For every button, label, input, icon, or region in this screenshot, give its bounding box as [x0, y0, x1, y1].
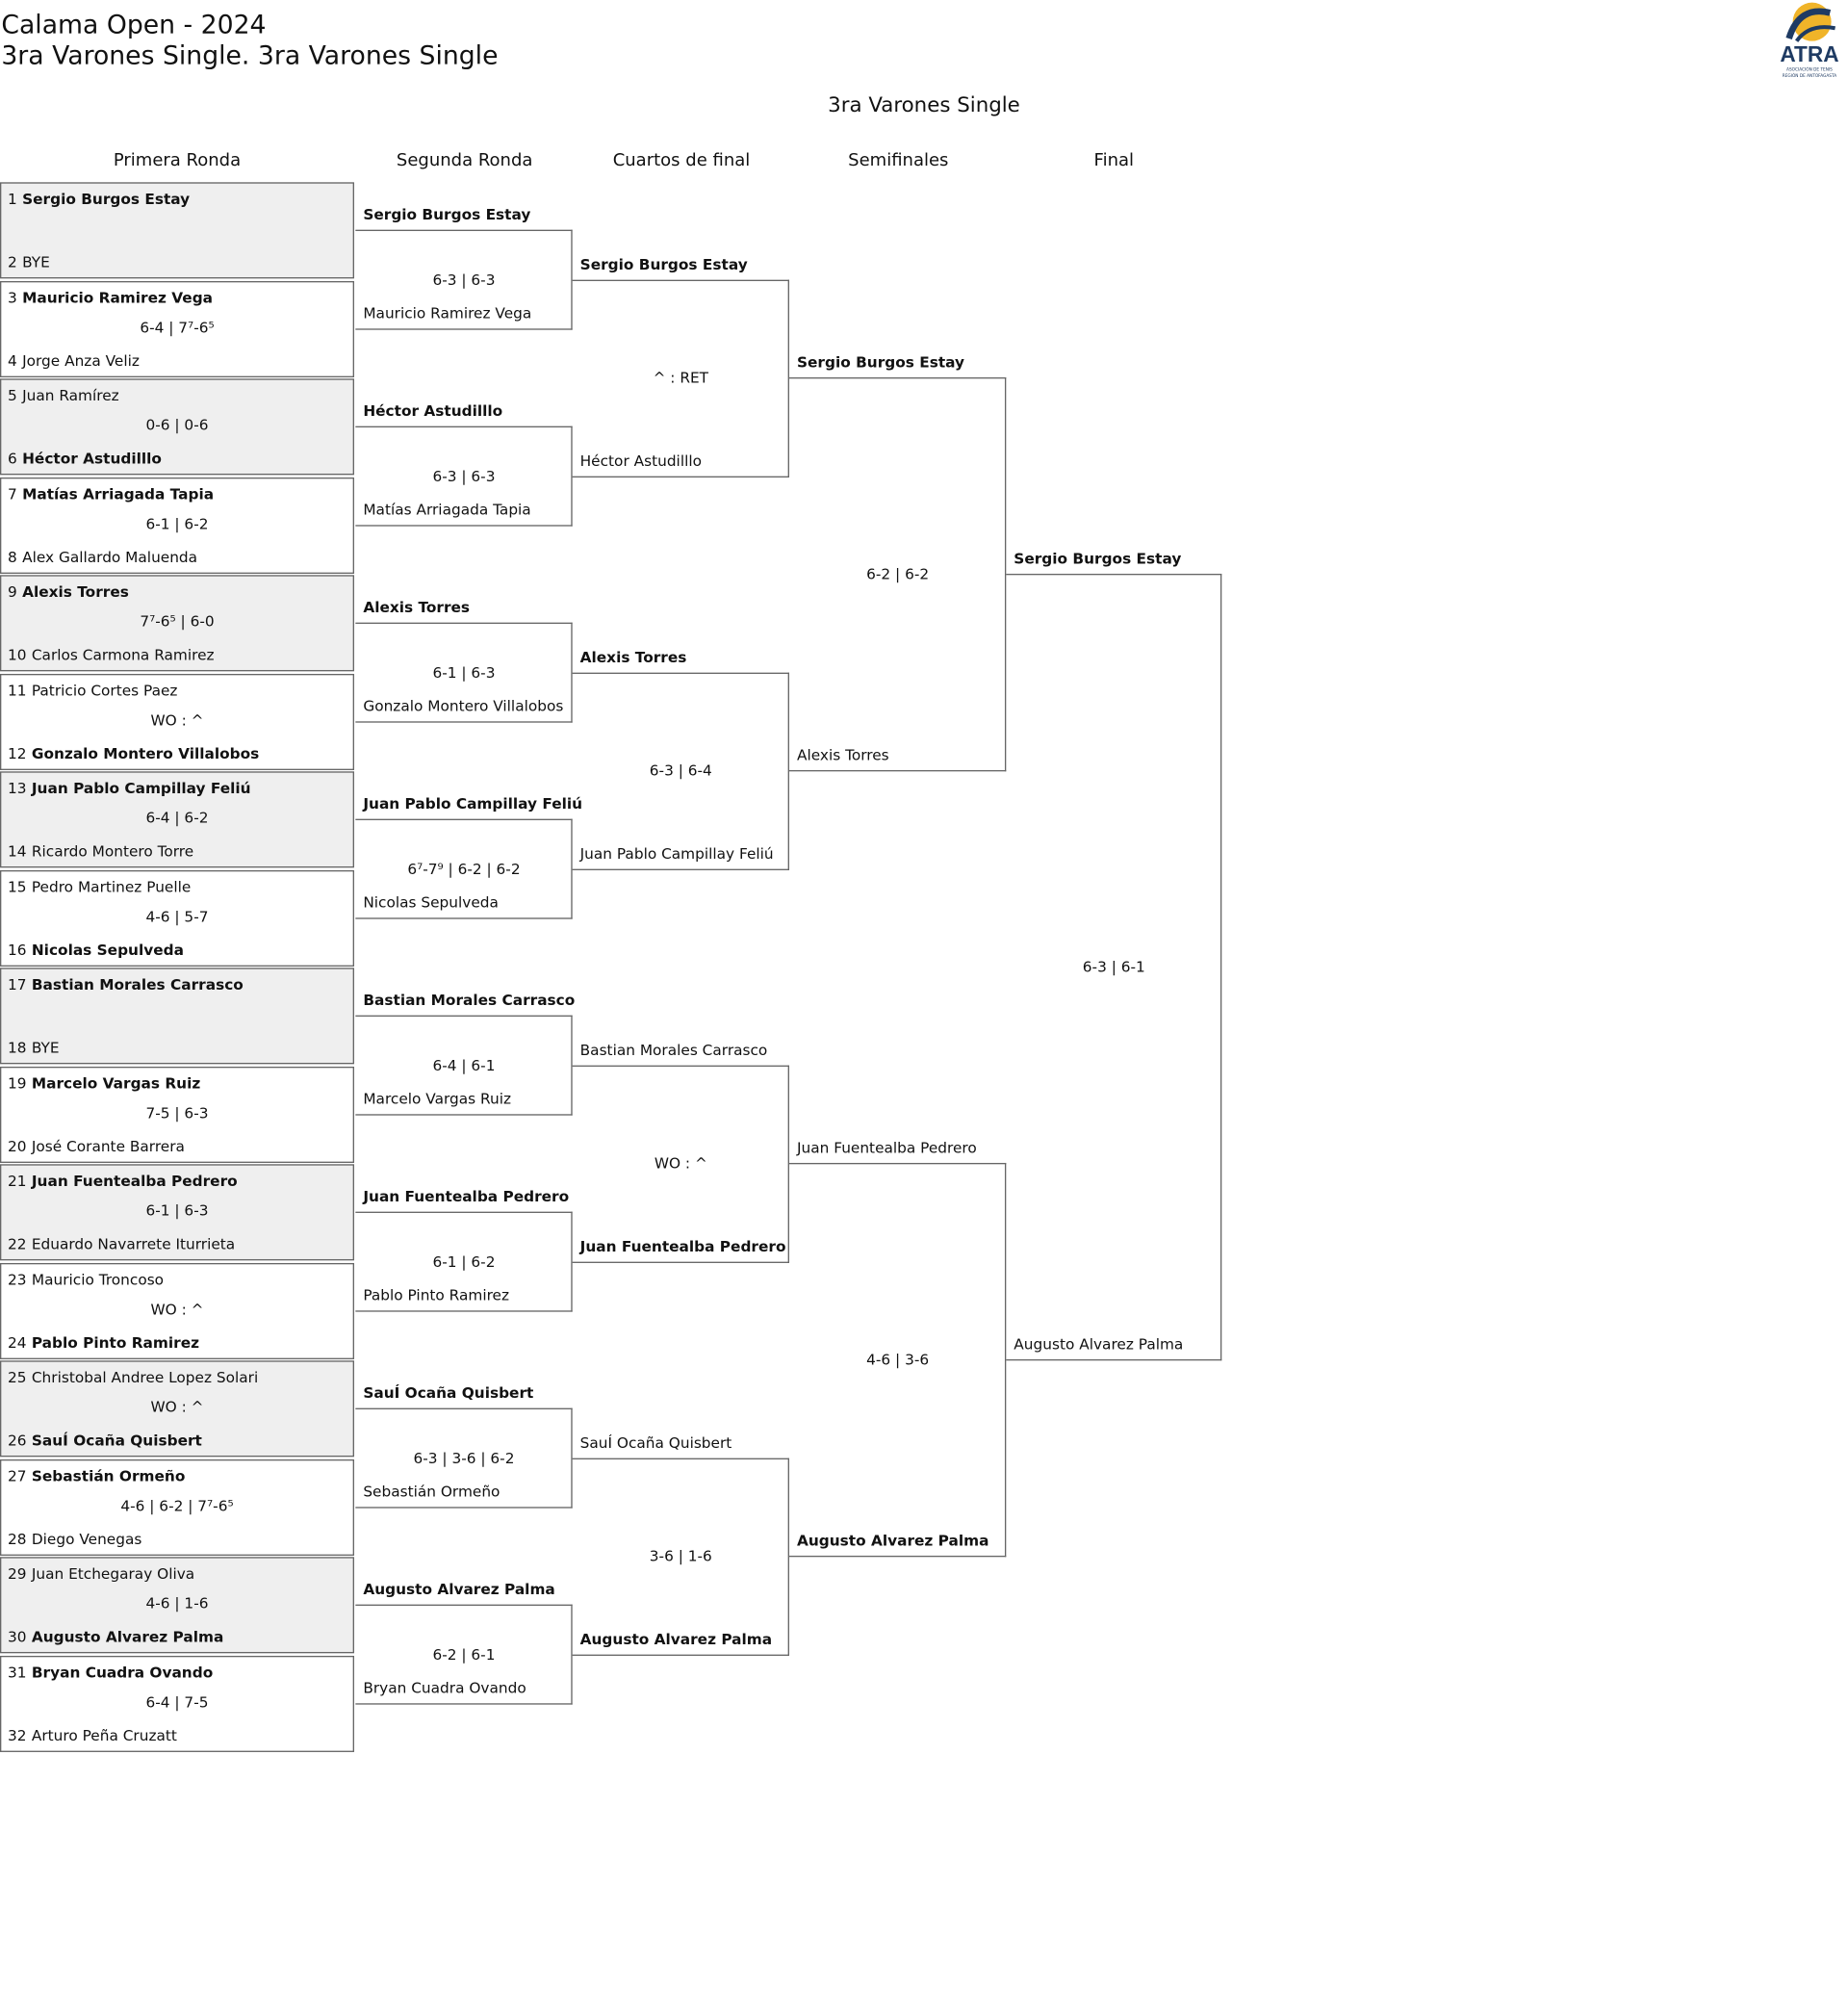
seed-number: 22 — [7, 1234, 27, 1253]
player-name[interactable]: Augusto Alvarez Palma — [579, 1629, 773, 1648]
match-score: WO : ^ — [150, 1299, 204, 1318]
player-slot[interactable] — [8, 779, 251, 797]
seed-number: 13 — [7, 779, 27, 797]
match-score: 6-4 | 7-5 — [145, 1691, 209, 1711]
seed-number: 19 — [7, 1073, 27, 1092]
player-name[interactable]: Gonzalo Montero Villalobos — [363, 696, 564, 715]
player-name[interactable]: Sergio Burgos Estay — [1014, 549, 1182, 568]
match-score: 6-4 | 6-2 — [145, 808, 209, 827]
player-name[interactable]: Sergio Burgos Estay — [579, 254, 748, 273]
player-name[interactable]: Carlos Carmona Ramirez — [31, 645, 215, 664]
seed-number: 4 — [7, 350, 17, 370]
match-score: 4-6 | 3-6 — [866, 1350, 930, 1369]
player-name[interactable]: BYE — [22, 252, 50, 271]
player-name[interactable]: SauÍ Ocaña Quisbert — [31, 1431, 202, 1450]
svg-text:ASOCIACIÓN DE TENIS: ASOCIACIÓN DE TENIS — [1786, 67, 1833, 73]
player-name[interactable]: Mauricio Ramirez Vega — [363, 303, 532, 323]
player-name[interactable]: SauÍ Ocaña Quisbert — [363, 1383, 534, 1403]
match-box — [0, 1164, 354, 1260]
player-name[interactable]: Juan Fuentealba Pedrero — [796, 1138, 977, 1157]
player-slot[interactable] — [8, 941, 184, 959]
player-name[interactable]: Pablo Pinto Ramirez — [31, 1332, 200, 1352]
match-score: 6⁷-7⁹ | 6-2 | 6-2 — [407, 859, 521, 878]
player-slot[interactable] — [8, 190, 190, 208]
player-name[interactable]: Juan Fuentealba Pedrero — [579, 1236, 786, 1255]
player-name[interactable]: Sebastián Ormeño — [363, 1482, 500, 1501]
seed-number: 31 — [7, 1663, 27, 1681]
seed-number: 28 — [7, 1529, 27, 1548]
player-slot[interactable] — [8, 386, 119, 404]
player-slot[interactable] — [8, 450, 162, 468]
seed-number: 5 — [7, 386, 17, 404]
seed-number: 11 — [7, 681, 27, 699]
player-slot[interactable] — [8, 1172, 238, 1190]
player-slot[interactable] — [8, 1073, 200, 1092]
player-slot[interactable] — [8, 877, 191, 895]
player-name[interactable]: Juan Pablo Campillay Feliú — [31, 779, 251, 797]
match-box — [0, 477, 354, 573]
match-box — [0, 1458, 354, 1555]
category-title: 3ra Varones Single. 3ra Varones Single — [1, 39, 499, 71]
player-name[interactable]: Juan Pablo Campillay Feliú — [579, 843, 774, 863]
player-name[interactable]: BYE — [31, 1038, 60, 1057]
seed-number: 17 — [7, 975, 27, 994]
player-name[interactable]: Marcelo Vargas Ruiz — [31, 1073, 201, 1092]
player-slot[interactable] — [8, 1137, 185, 1155]
player-name[interactable]: Mauricio Troncoso — [31, 1270, 165, 1288]
seed-number: 21 — [7, 1172, 27, 1190]
player-name[interactable]: Sebastián Ormeño — [31, 1466, 186, 1484]
player-slot[interactable] — [8, 288, 213, 306]
match-score: 6-3 | 3-6 | 6-2 — [413, 1448, 515, 1467]
player-name[interactable]: Bastian Morales Carrasco — [31, 975, 244, 994]
seed-number: 1 — [7, 190, 17, 208]
player-name[interactable]: Héctor Astudilllo — [579, 451, 702, 470]
player-name[interactable]: Gonzalo Montero Villalobos — [31, 743, 260, 762]
match-box — [0, 1262, 354, 1358]
player-slot[interactable] — [8, 646, 215, 664]
svg-text:ATRA: ATRA — [1780, 40, 1839, 66]
seed-number: 30 — [7, 1627, 27, 1646]
player-slot[interactable] — [8, 1663, 213, 1681]
player-name[interactable]: Juan Pablo Campillay Feliú — [363, 794, 583, 813]
player-name[interactable]: Mauricio Ramirez Vega — [22, 288, 214, 306]
player-name[interactable]: Pablo Pinto Ramirez — [363, 1285, 510, 1304]
match-box — [0, 575, 354, 671]
match-score: 7⁷-6⁵ | 6-0 — [140, 611, 215, 631]
player-name[interactable]: Juan Etchegaray Oliva — [31, 1564, 195, 1583]
player-slot[interactable] — [8, 1333, 199, 1352]
seed-number: 14 — [7, 841, 27, 861]
player-slot[interactable] — [8, 253, 50, 271]
player-slot[interactable] — [8, 1466, 185, 1484]
match-score: 4-6 | 1-6 — [145, 1593, 209, 1613]
seed-number: 29 — [7, 1564, 27, 1583]
match-box — [0, 280, 354, 376]
player-name[interactable]: Christobal Andree Lopez Solari — [31, 1368, 259, 1386]
player-slot[interactable] — [8, 548, 197, 566]
player-name[interactable]: Patricio Cortes Paez — [31, 681, 178, 699]
match-box — [0, 378, 354, 475]
player-name[interactable]: Juan Fuentealba Pedrero — [31, 1172, 238, 1190]
player-name[interactable]: Augusto Alvarez Palma — [31, 1627, 224, 1646]
match-score: 6-1 | 6-2 — [145, 513, 209, 532]
player-name[interactable]: Sergio Burgos Estay — [363, 205, 531, 224]
player-name[interactable]: Bastian Morales Carrasco — [579, 1040, 768, 1059]
match-score: 0-6 | 0-6 — [145, 415, 209, 434]
player-name[interactable]: Pedro Martinez Puelle — [31, 877, 192, 895]
player-slot[interactable] — [8, 1628, 223, 1646]
match-box — [0, 968, 354, 1064]
match-score: 3-6 | 1-6 — [649, 1546, 712, 1565]
match-box — [0, 182, 354, 278]
player-name[interactable]: Augusto Alvarez Palma — [1014, 1334, 1184, 1354]
player-name[interactable]: Héctor Astudilllo — [22, 449, 162, 468]
player-name[interactable]: Ricardo Montero Torre — [31, 841, 194, 861]
player-slot[interactable] — [8, 975, 244, 994]
match-score: WO : ^ — [150, 710, 204, 729]
seed-number: 15 — [7, 877, 27, 895]
match-box — [0, 869, 354, 966]
match-score: 6-3 | 6-3 — [432, 466, 496, 485]
bracket-title: 3ra Varones Single — [828, 91, 1020, 117]
player-slot[interactable] — [8, 484, 214, 503]
player-name[interactable]: Matías Arriagada Tapia — [363, 500, 531, 519]
player-name[interactable]: Nicolas Sepulveda — [363, 892, 499, 912]
match-score: 6-1 | 6-3 — [432, 662, 496, 682]
seed-number: 2 — [7, 252, 17, 271]
seed-number: 12 — [7, 743, 27, 762]
atra-logo-icon — [1771, 0, 1848, 82]
player-name[interactable]: Nicolas Sepulveda — [31, 940, 184, 959]
player-slot[interactable] — [8, 1235, 235, 1253]
player-slot[interactable] — [8, 1530, 141, 1548]
player-slot[interactable] — [8, 351, 140, 370]
player-slot[interactable] — [8, 681, 177, 699]
match-score: 7-5 | 6-3 — [145, 1102, 209, 1122]
player-name[interactable]: Sergio Burgos Estay — [796, 352, 965, 372]
seed-number: 16 — [7, 940, 27, 959]
seed-number: 6 — [7, 449, 17, 468]
seed-number: 3 — [7, 288, 17, 306]
round-header: Semifinales — [848, 149, 949, 171]
player-slot[interactable] — [8, 1726, 177, 1744]
seed-number: 25 — [7, 1368, 27, 1386]
match-box — [0, 771, 354, 867]
player-name[interactable]: Arturo Peña Cruzatt — [31, 1725, 177, 1744]
player-name[interactable]: Juan Fuentealba Pedrero — [363, 1187, 570, 1206]
match-score: 6-4 | 6-1 — [432, 1055, 496, 1074]
player-name[interactable]: SauÍ Ocaña Quisbert — [579, 1432, 732, 1452]
player-name[interactable]: Alexis Torres — [796, 745, 889, 764]
match-score: 6-1 | 6-2 — [432, 1252, 496, 1271]
player-name[interactable]: Augusto Alvarez Palma — [796, 1531, 989, 1550]
match-score: 6-2 | 6-1 — [432, 1644, 496, 1664]
match-score: 6-3 | 6-3 — [432, 270, 496, 289]
match-score: 6-4 | 7⁷-6⁵ — [140, 317, 215, 336]
seed-number: 10 — [7, 645, 27, 664]
player-slot[interactable] — [8, 1564, 194, 1583]
player-name[interactable]: Alexis Torres — [22, 582, 129, 601]
seed-number: 9 — [7, 582, 17, 601]
match-score: 6-3 | 6-4 — [649, 761, 712, 780]
seed-number: 23 — [7, 1270, 27, 1288]
match-score: 6-1 | 6-3 — [145, 1200, 209, 1220]
player-name[interactable]: Bastian Morales Carrasco — [363, 991, 576, 1010]
player-name[interactable]: Marcelo Vargas Ruiz — [363, 1089, 512, 1108]
player-name[interactable]: Jorge Anza Veliz — [22, 350, 140, 370]
player-name[interactable]: Alexis Torres — [363, 598, 471, 617]
player-name[interactable]: Héctor Astudilllo — [363, 401, 503, 421]
player-name[interactable]: Bryan Cuadra Ovando — [363, 1678, 526, 1697]
match-box — [0, 1655, 354, 1751]
round-header: Primera Ronda — [113, 149, 242, 171]
match-score: WO : ^ — [150, 1397, 204, 1416]
seed-number: 24 — [7, 1332, 27, 1352]
seed-number: 32 — [7, 1725, 27, 1744]
player-name[interactable]: Augusto Alvarez Palma — [363, 1580, 555, 1599]
svg-text:REGIÓN DE ANTOFAGASTA: REGIÓN DE ANTOFAGASTA — [1782, 73, 1837, 79]
match-score: 6-2 | 6-2 — [866, 564, 930, 583]
player-name[interactable]: Juan Ramírez — [22, 386, 119, 404]
seed-number: 26 — [7, 1431, 27, 1450]
match-score: 4-6 | 5-7 — [145, 906, 209, 925]
player-slot[interactable] — [8, 842, 193, 861]
player-name[interactable]: Alexis Torres — [579, 647, 687, 666]
seed-number: 20 — [7, 1136, 27, 1155]
seed-number: 8 — [7, 547, 17, 566]
player-slot[interactable] — [8, 1368, 258, 1386]
round-header: Cuartos de final — [612, 149, 751, 171]
match-score: 4-6 | 6-2 | 7⁷-6⁵ — [120, 1495, 234, 1514]
seed-number: 27 — [7, 1466, 27, 1484]
tournament-title: Calama Open - 2024 — [1, 9, 267, 40]
player-name[interactable]: Bryan Cuadra Ovando — [31, 1663, 214, 1681]
match-box — [0, 1066, 354, 1162]
match-score: ^ : RET — [653, 368, 709, 387]
player-name[interactable]: Diego Venegas — [31, 1529, 142, 1548]
player-slot[interactable] — [8, 744, 259, 762]
match-box — [0, 1557, 354, 1653]
player-name[interactable]: Sergio Burgos Estay — [22, 190, 191, 208]
match-box — [0, 673, 354, 769]
match-box — [0, 1360, 354, 1457]
player-slot[interactable] — [8, 1432, 202, 1450]
match-score: WO : ^ — [654, 1153, 707, 1173]
player-name[interactable]: Alex Gallardo Maluenda — [22, 547, 198, 566]
player-name[interactable]: José Corante Barrera — [31, 1136, 185, 1155]
player-slot[interactable] — [8, 1270, 164, 1288]
player-name[interactable]: Matías Arriagada Tapia — [22, 484, 215, 503]
match-score: 6-3 | 6-1 — [1082, 957, 1145, 976]
seed-number: 7 — [7, 484, 17, 503]
player-slot[interactable] — [8, 1039, 60, 1057]
player-slot[interactable] — [8, 582, 129, 601]
seed-number: 18 — [7, 1038, 27, 1057]
round-header: Final — [1093, 149, 1135, 171]
player-name[interactable]: Eduardo Navarrete Iturrieta — [31, 1234, 236, 1253]
round-header: Segunda Ronda — [396, 149, 533, 171]
